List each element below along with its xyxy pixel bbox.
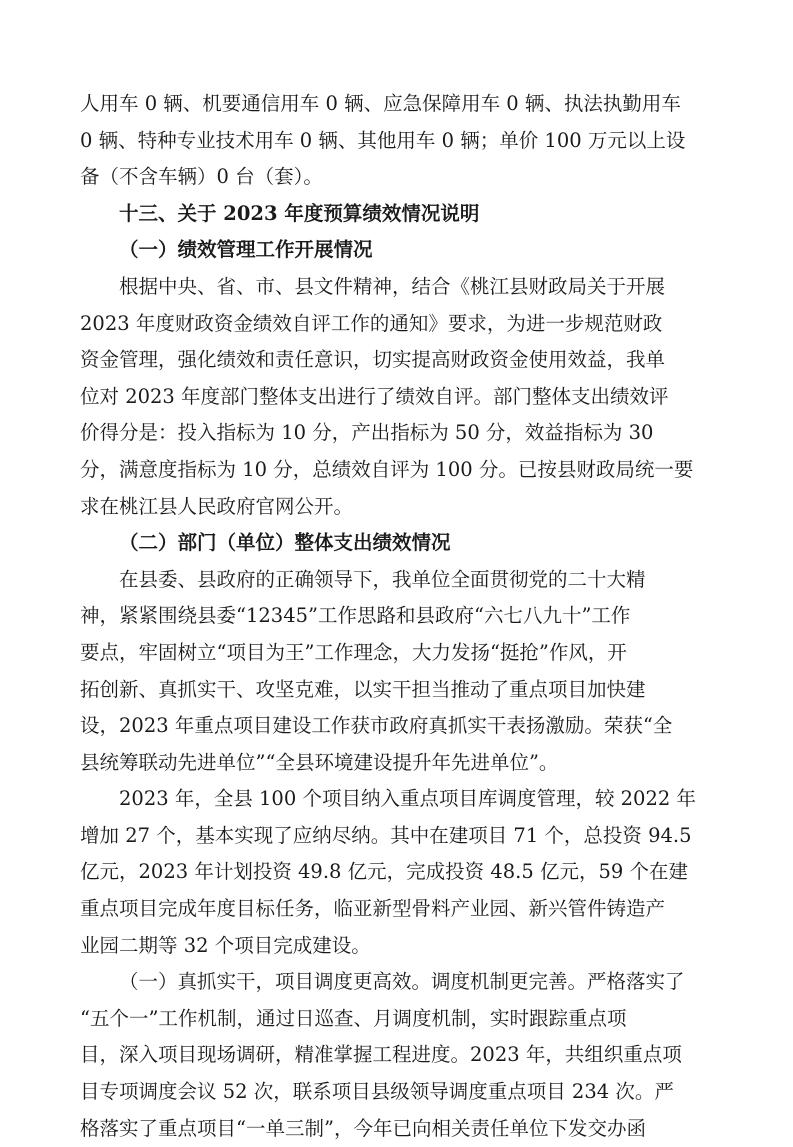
paragraph-4-line-2: “五个一”工作机制，通过日巡查、月调度机制，实时跟踪重点项 [80,1006,627,1030]
paragraph-3-line-1: 2023 年，全县 100 个项目纳入重点项目库调度管理，较 2022 年 [119,787,696,811]
paragraph-3-line-3: 亿元，2023 年计划投资 49.8 亿元，完成投资 48.5 亿元，59 个在建 [80,860,688,884]
body-line-2: 0 辆、特种专业技术用车 0 辆、其他用车 0 辆；单价 100 万元以上设 [80,128,686,152]
paragraph-2-line-3: 要点，牢固树立“项目为王”工作理念，大力发扬“挺抢”作风，开 [80,640,627,664]
paragraph-2-line-6: 县统筹联动先进单位”“全县环境建设提升年先进单位”。 [80,750,559,774]
paragraph-2-line-2: 神，紧紧围绕县委“12345”工作思路和县政府“六七八九十”工作 [80,604,631,628]
document-body [80,86,720,1147]
paragraph-3-line-4: 重点项目完成年度目标任务，临亚新型骨料产业园、新兴管件铸造产 [80,897,666,921]
section-heading-13: 十三、关于 2023 年度预算绩效情况说明 [119,201,480,225]
paragraph-1-line-5: 价得分是：投入指标为 10 分，产出指标为 50 分，效益指标为 30 [80,421,654,445]
paragraph-1-line-1: 根据中央、省、市、县文件精神，结合《桃江县财政局关于开展 [119,274,666,298]
paragraph-2-line-4: 拓创新、真抓实干、攻坚克难，以实干担当推动了重点项目加快建 [80,677,646,701]
paragraph-4-line-3: 目，深入项目现场调研，精准掌握工程进度。2023 年，共组织重点项 [80,1043,682,1067]
body-line-3: 备（不含车辆）0 台（套）。 [80,165,323,189]
paragraph-1-line-7: 求在桃江县人民政府官网公开。 [80,494,354,518]
paragraph-4-line-4: 目专项调度会议 52 次，联系项目县级领导调度重点项目 234 次。严 [80,1080,674,1104]
body-line-1: 人用车 0 辆、机要通信用车 0 辆、应急保障用车 0 辆、执法执勤用车 [80,92,681,115]
paragraph-3-line-5: 业园二期等 32 个项目完成建设。 [80,933,371,957]
paragraph-1-line-2: 2023 年度财政资金绩效自评工作的通知》要求，为进一步规范财政 [80,311,663,335]
paragraph-4-line-5: 格落实了重点项目“一单三制”，今年已向相关责任单位下发交办函 [80,1116,646,1140]
subsection-heading-1: （一）绩效管理工作开展情况 [119,238,373,262]
paragraph-1-line-4: 位对 2023 年度部门整体支出进行了绩效自评。部门整体支出绩效评 [80,384,669,408]
paragraph-2-line-5: 设，2023 年重点项目建设工作获市政府真抓实干表扬激励。荣获“全 [80,714,673,738]
paragraph-3-line-2: 增加 27 个，基本实现了应纳尽纳。其中在建项目 71 个，总投资 94.5 [80,823,692,847]
subsection-heading-2: （二）部门（单位）整体支出绩效情况 [119,531,451,555]
paragraph-1-line-3: 资金管理，强化绩效和责任意识，切实提高财政资金使用效益，我单 [80,348,666,372]
paragraph-2-line-1: 在县委、县政府的正确领导下，我单位全面贯彻党的二十大精 [119,567,646,591]
paragraph-4-line-1: （一）真抓实干，项目调度更高效。调度机制更完善。严格落实了 [119,970,685,994]
paragraph-1-line-6: 分，满意度指标为 10 分，总绩效自评为 100 分。已按县财政局统一要 [80,457,694,481]
